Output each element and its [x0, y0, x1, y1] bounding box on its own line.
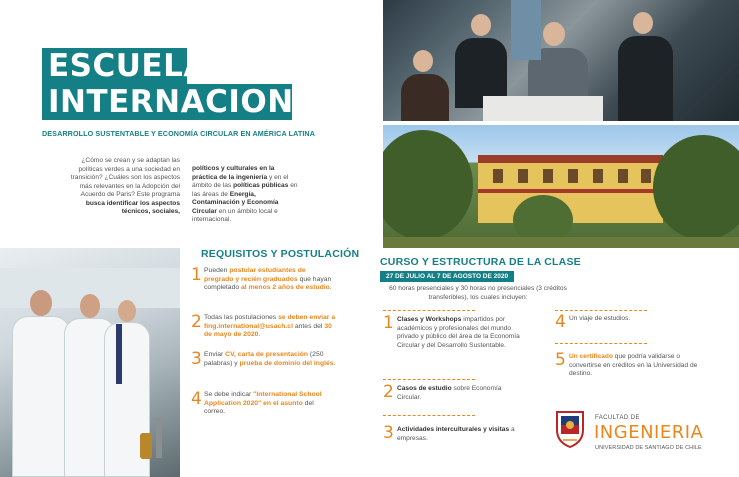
req-text-d: 30 de mayo de 2020 [204, 322, 332, 339]
dashed-divider [383, 415, 475, 416]
req-text-b: postular estudiantes de pregrado y recién graduados [204, 267, 306, 283]
curso-item [555, 351, 715, 387]
curso-intro-text: 60 horas presenciales y 30 horas no presenciales (3 créditos transferibles), los cuales incluyen: [389, 285, 567, 301]
intro-right-column [192, 165, 300, 225]
curso-item-text: impartidos por académicos y profesionales del mundo privado y público del área de la Economía Circular y del Desarrollo Sustentable. [397, 316, 520, 349]
intro-right-bold-2: políticas públicas [233, 182, 289, 189]
item-number: 4 [555, 312, 566, 332]
req-text-c: del correo. [204, 399, 314, 416]
intro-left-column [60, 157, 180, 217]
curso-item-text: que podría validarse o convertirse en créditos en la Universidad de destino. [569, 353, 698, 377]
item-number: 1 [191, 265, 202, 285]
faculty-label: FACULTAD DE [595, 415, 640, 421]
curso-item-bold: Actividades interculturales y visitas [397, 426, 510, 433]
item-number: 4 [191, 389, 202, 409]
item-number: 2 [383, 382, 394, 402]
req-text-a: Enviar [204, 351, 226, 358]
item-number: 5 [555, 350, 566, 370]
dashed-divider [383, 310, 475, 311]
university-shield-icon [555, 410, 585, 448]
intro-right-text-3: en un ámbito local e internacional. [192, 207, 278, 223]
curso-heading: CURSO Y ESTRUCTURA DE LA CLASE [380, 256, 581, 268]
req-text-b: "International School Application 2020" en el asunto [204, 391, 322, 407]
curso-item-bold: Casos de estudio [397, 385, 452, 392]
program-title [42, 48, 339, 120]
req-text-c: (250 palabras) y [204, 351, 324, 367]
curso-item [383, 424, 533, 448]
req-text-d: al menos 2 años de estudio [241, 284, 330, 292]
intro-left-text: ¿Cómo se crean y se adaptan las políticas verdes a una sociedad en transición? ¿Cuáles son los aspectos más relevantes en la Adopción del Acuerdo de Paris? Este programa [70, 157, 180, 198]
intro-right-bold-3: Energía, Contaminación y Economía Circular [192, 190, 279, 215]
program-subtitle: DESARROLLO SUSTENTABLE Y ECONOMÍA CIRCULAR EN AMÉRICA LATINA [42, 129, 316, 138]
title-line-2: INTERNACIONAL [42, 84, 292, 120]
item-number: 2 [191, 312, 202, 332]
req-text-a: Todas las postulaciones [204, 314, 279, 321]
req-text-a: Pueden [204, 267, 230, 274]
students-photo [383, 0, 739, 121]
requisito-item [191, 313, 341, 349]
dashed-divider [555, 343, 647, 344]
req-text-e: . [333, 359, 336, 367]
intro-left-bold: busca identificar los aspectos técnicos, sociales, [85, 199, 180, 215]
curso-item-bold: Clases y Workshops [397, 316, 462, 323]
req-text-e: . [329, 284, 332, 292]
req-text-d: prueba de dominio del inglés [239, 359, 334, 367]
campus-building-photo [383, 125, 739, 248]
title-line-1: ESCUELA [42, 48, 187, 84]
item-number: 3 [191, 349, 202, 369]
req-text-c: antes del [292, 322, 325, 330]
requisito-item [191, 350, 341, 386]
req-text-c: que hayan completado [204, 275, 332, 292]
requisito-item [191, 266, 341, 306]
laboratory-photo [0, 248, 180, 477]
intro-right-text-1: y en el ámbito de las [192, 173, 289, 189]
requisito-item [191, 390, 341, 426]
requisitos-heading: REQUISITOS Y POSTULACIÓN [201, 248, 360, 260]
item-number: 3 [383, 423, 394, 443]
intro-right-bold-1: políticos y culturales en la práctica de la ingeniería [192, 165, 275, 181]
dashed-divider [555, 310, 647, 311]
req-text-b: CV, carta de presentación [225, 351, 309, 358]
req-text-b: se deben enviar a fing.international@usach.cl [204, 314, 336, 330]
req-text-e: . [258, 331, 261, 339]
curso-item-text: sobre Economía Circular. [397, 385, 502, 401]
curso-item [383, 314, 533, 364]
curso-item [555, 313, 705, 333]
curso-item-text: a empresas. [397, 426, 515, 442]
curso-item-text: Un viaje de estudios. [569, 315, 631, 322]
university-name: UNIVERSIDAD DE SANTIAGO DE CHILE [595, 445, 702, 451]
dashed-divider [383, 379, 475, 380]
faculty-name: INGENIERIA [594, 422, 704, 443]
item-number: 1 [383, 313, 394, 333]
intro-right-text-2: en las áreas de [192, 182, 298, 198]
curso-item-bold: Un certificado [569, 353, 613, 360]
curso-item [383, 383, 533, 407]
faculty-logo [555, 410, 725, 458]
req-text-a: Se debe indicar [204, 391, 254, 398]
date-banner: 27 DE JULIO AL 7 DE AGOSTO DE 2020 [380, 271, 514, 282]
